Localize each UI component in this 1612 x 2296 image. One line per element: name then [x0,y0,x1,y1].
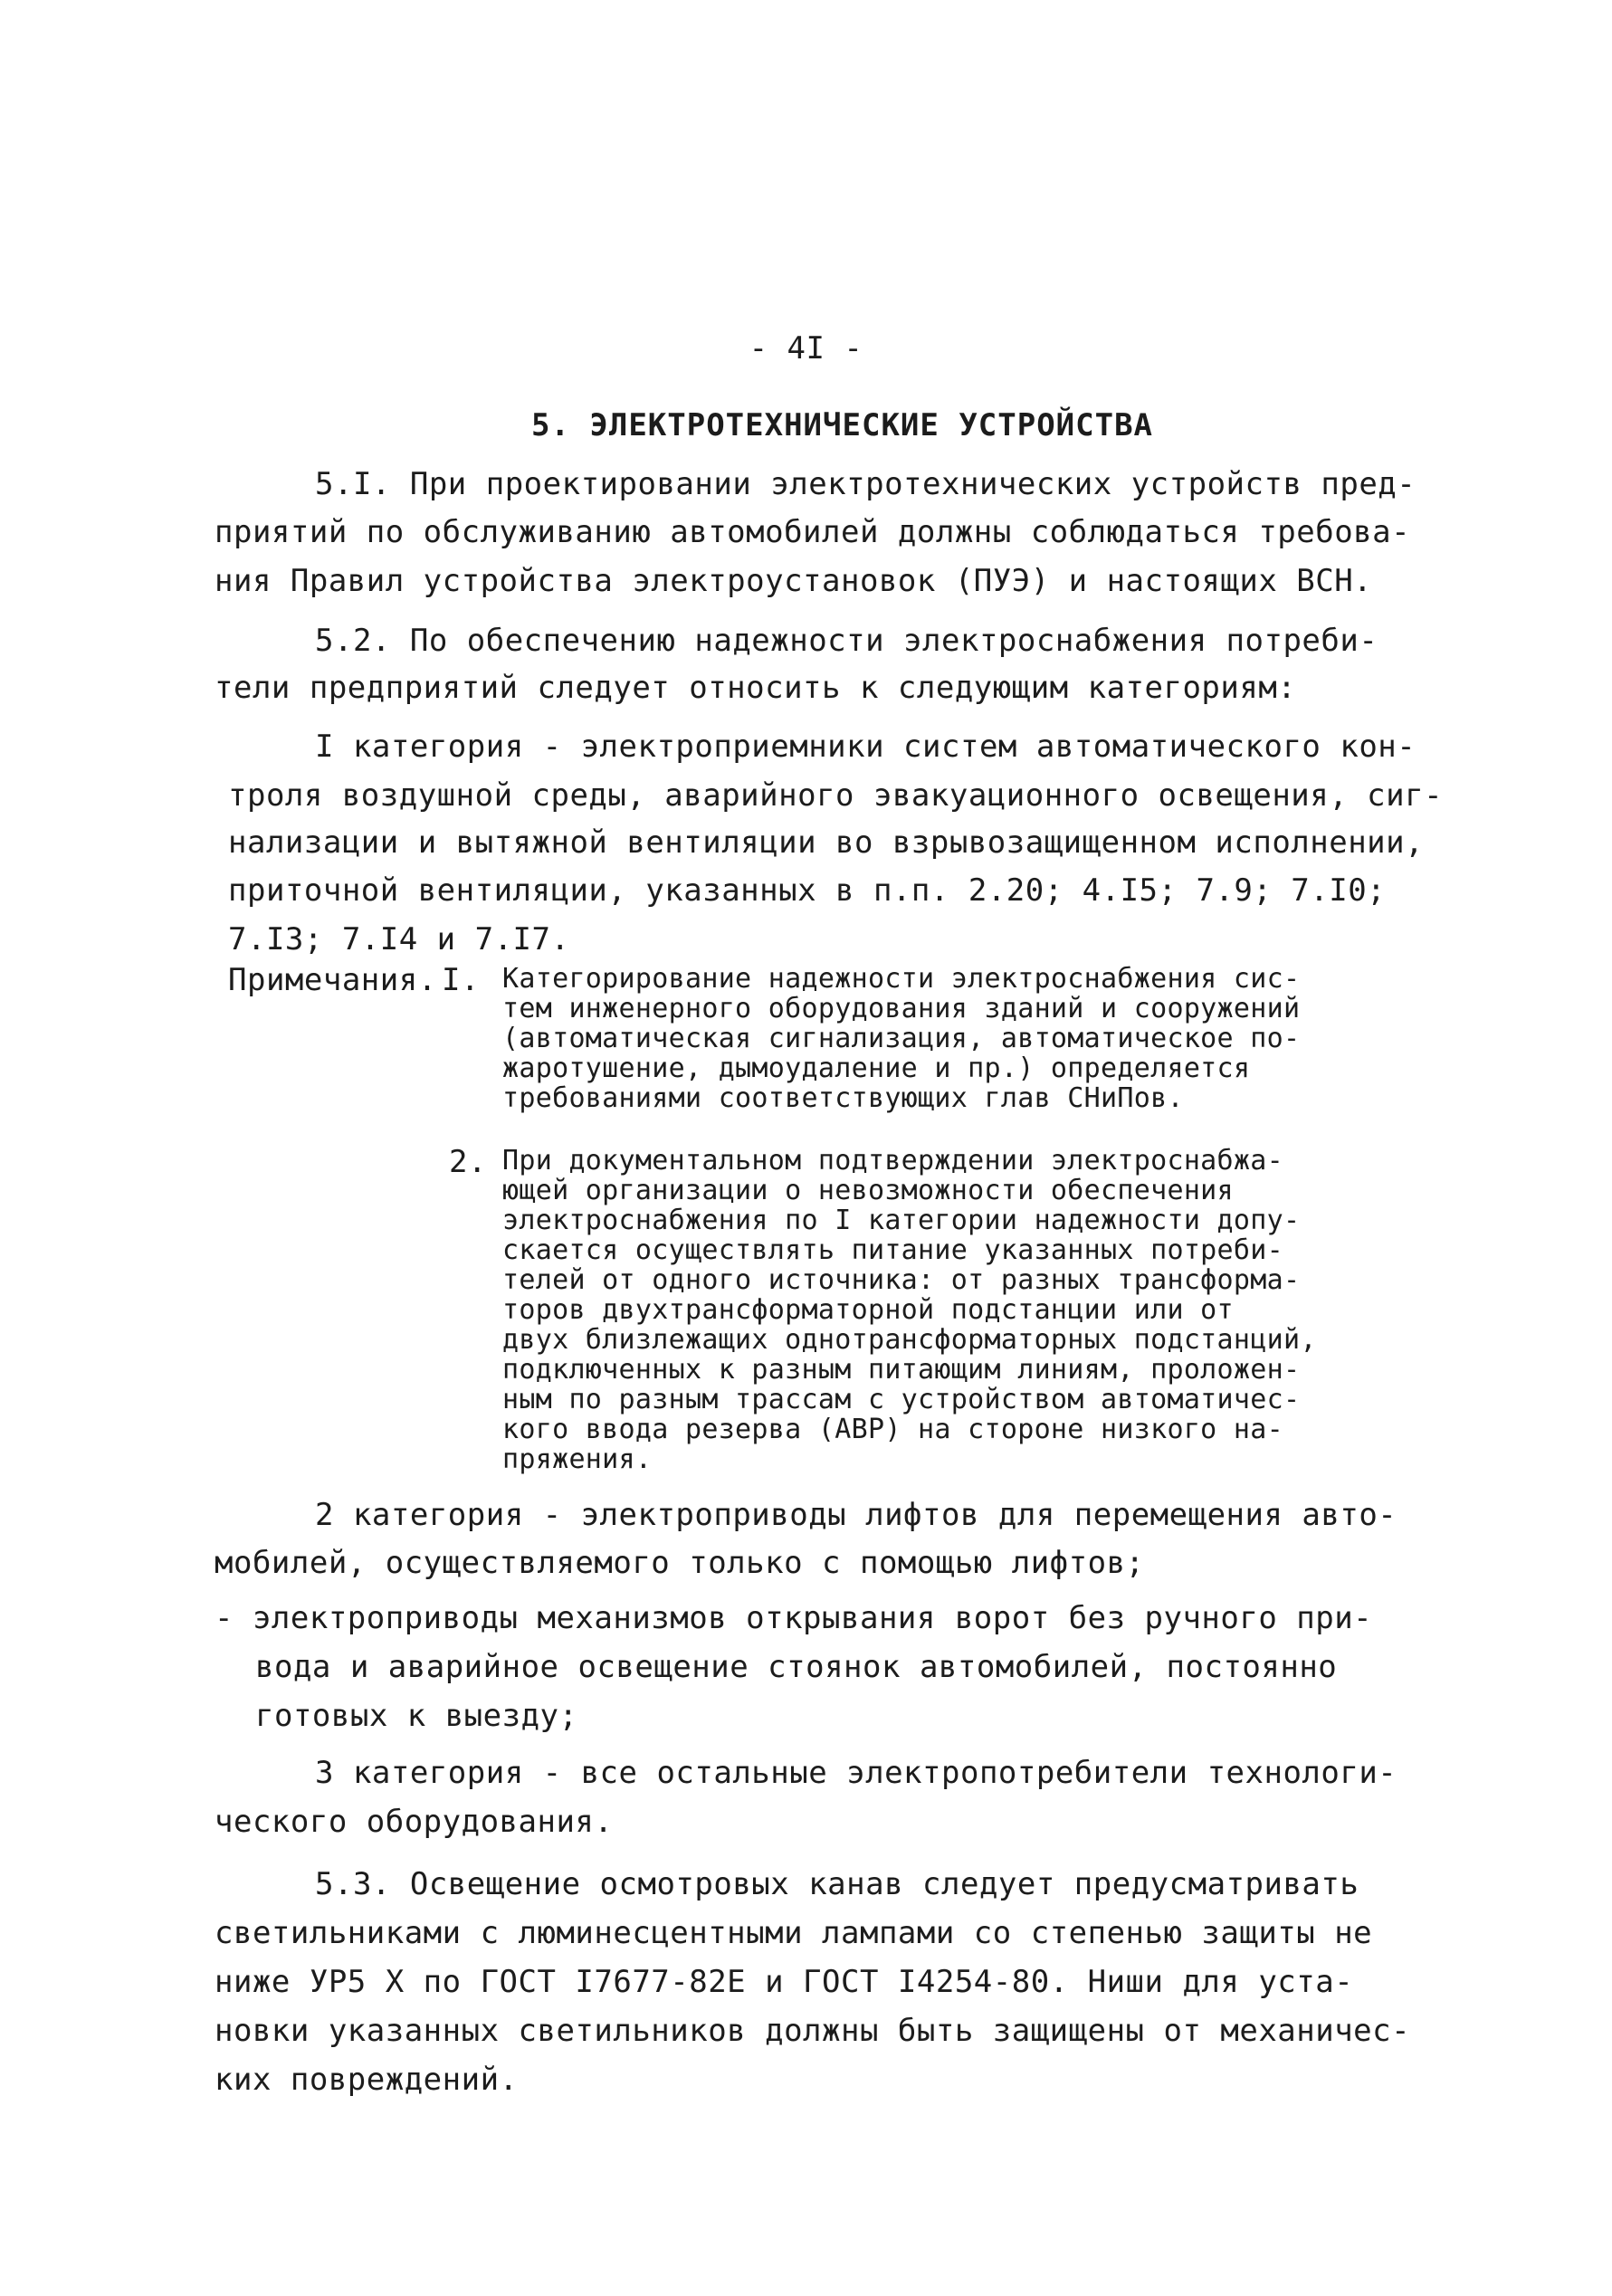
text-line: 5.2. По обеспечению надежности электроснабжения потреби- [315,623,1378,659]
text-line: готовых к выезду; [255,1698,578,1734]
text-line: троля воздушной среды, аварийного эвакуационного освещения, сиг- [228,777,1444,814]
note-line: ющей организации о невозможности обеспечения [502,1175,1234,1206]
note-line: требованиями соответствующих глав СНиПов. [502,1082,1184,1114]
note-line: электроснабжения по I категории надежности допу- [502,1205,1301,1236]
note-line: ным по разным трассам с устройством автоматичес- [502,1384,1301,1415]
text-line: ния Правил устройства электроустановок (ПУЭ) и настоящих ВСН. [215,563,1373,599]
text-line: светильниками с люминесцентными лампами со степенью защиты не [215,1915,1373,1951]
notes-label: Примечания. [228,962,437,998]
note-line: При документальном подтверждении электроснабжа- [502,1145,1283,1177]
text-line: нализации и вытяжной вентиляции во взрывозащищенном исполнении, [228,824,1425,861]
text-line: 5.3. Освещение осмотровых канав следует предусматривать [315,1866,1359,1902]
note-line: торов двухтрансформаторной подстанции или от [502,1294,1234,1326]
note-line: подключенных к разным питающим линиям, проложен- [502,1354,1301,1386]
text-line: 5.I. При проектировании электротехнических устройств пред- [315,466,1416,502]
text-line: ниже УР5 Х по ГОСТ I7677-82Е и ГОСТ I4254-80. Ниши для уста- [215,1964,1354,2000]
text-line: вода и аварийное освещение стоянок автомобилей, постоянно [255,1649,1338,1685]
text-line: новки указанных светильников должны быть защищены от механичес- [215,2013,1411,2049]
text-line: 7.I3; 7.I4 и 7.I7. [228,921,570,957]
note-line: телей от одного источника: от разных трансформа- [502,1264,1301,1296]
note-line: двух близлежащих однотрансформаторных подстанций, [502,1324,1317,1356]
text-line: мобилей, осуществляемого только с помощью лифтов; [215,1545,1145,1581]
text-line: ческого оборудования. [215,1804,614,1840]
text-line: I категория - электроприемники систем автоматического кон- [315,729,1416,765]
note-line: скается осуществлять питание указанных потреби- [502,1234,1283,1266]
note-line: Категорирование надежности электроснабжения сис- [502,963,1301,995]
note-line: пряжения. [502,1443,653,1475]
text-line: - электроприводы механизмов открывания ворот без ручного при- [215,1600,1373,1636]
note-line: (автоматическая сигнализация, автоматическое по- [502,1023,1301,1054]
section-title: 5. ЭЛЕКТРОТЕХНИЧЕСКИЕ УСТРОЙСТВА [530,407,1154,443]
note-line: жаротушение, дымоудаление и пр.) определяется [502,1053,1251,1084]
note-1-number: I. [442,962,480,998]
note-2-number: 2. [449,1144,487,1180]
text-line: 3 категория - все остальные электропотребители технологи- [315,1755,1397,1791]
text-line: 2 категория - электроприводы лифтов для перемещения авто- [315,1497,1397,1533]
text-line: приятий по обслуживанию автомобилей должны соблюдаться требова- [215,514,1411,550]
page-number: - 4I - [749,330,863,367]
text-line: ких повреждений. [215,2062,519,2098]
text-line: тели предприятий следует относить к следующим категориям: [215,670,1297,706]
text-line: приточной вентиляции, указанных в п.п. 2.20; 4.I5; 7.9; 7.I0; [228,872,1387,909]
note-line: кого ввода резерва (АВР) на стороне низкого на- [502,1414,1283,1445]
note-line: тем инженерного оборудования зданий и сооружений [502,993,1301,1024]
